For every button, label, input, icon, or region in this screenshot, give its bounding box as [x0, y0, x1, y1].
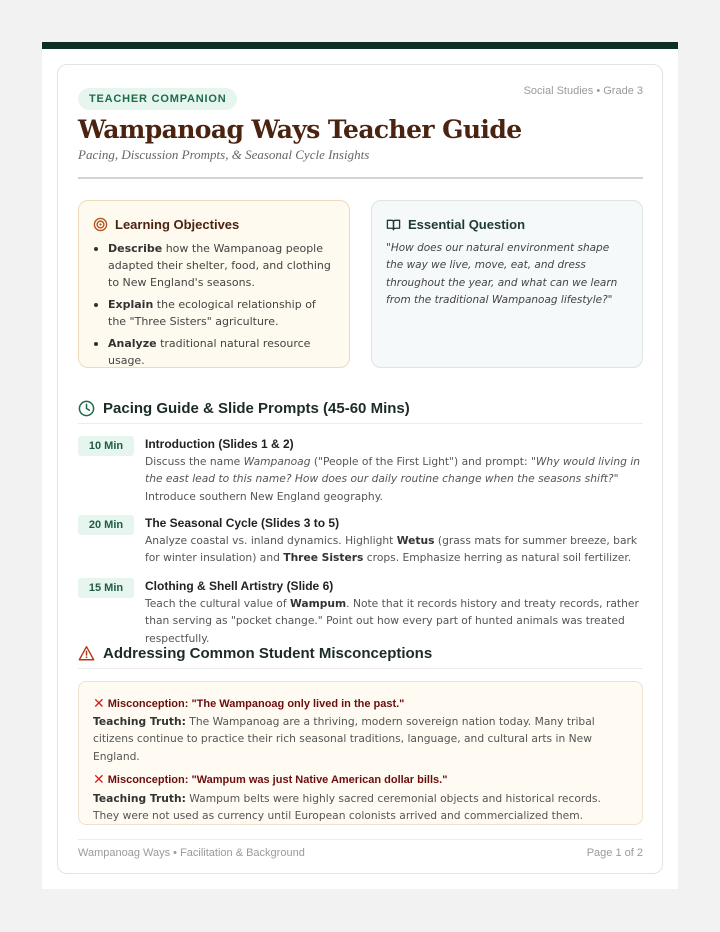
misconception-label: Misconception: "Wampum was just Native American dollar bills." — [107, 774, 448, 787]
time-pill: 10 Min — [78, 436, 134, 456]
time-pill: 15 Min — [78, 578, 134, 598]
learning-objectives-box — [78, 200, 350, 368]
guide-page — [42, 42, 678, 889]
pacing-row-title: Introduction (Slides 1 & 2) — [145, 437, 294, 451]
essential-question-title: Essential Question — [408, 216, 526, 232]
pacing-row-description: Teach the cultural value of Wampum. Note that it records history and treaty records, rather than serving as "pocket change." Point out how every part of hunted animals was treated respectfully. — [145, 597, 639, 645]
pacing-row-description: Analyze coastal vs. inland dynamics. Highlight Wetus (grass mats for summer breeze, bark for winter insulation) and Three Sisters crops. Emphasize herring as natural soil fertilizer. — [145, 534, 638, 565]
pacing-section-title: Pacing Guide & Slide Prompts (45-60 Mins) — [103, 400, 410, 417]
footer-divider — [78, 839, 643, 840]
target-icon — [93, 217, 108, 232]
misconceptions-section-header — [78, 639, 643, 669]
page-title: Wampanoag Ways Teacher Guide — [78, 115, 522, 144]
teaching-truth-text: Teaching Truth: The Wampanoag are a thriving, modern sovereign nation today. Many tribal citizens continue to practice their rich seasonal traditions, language, and cultural arts in New England. — [93, 715, 595, 763]
cross-icon: ✕ — [93, 695, 105, 712]
teaching-truth-text: Teaching Truth: Wampum belts were highly sacred ceremonial objects and historical records. They were not used as currency until European colonists arrived and commercialized them. — [93, 791, 601, 823]
objective-item: Explain the ecological relationship of the "Three Sisters" agriculture. — [93, 296, 335, 330]
book-icon — [386, 217, 401, 232]
page-subtitle: Pacing, Discussion Prompts, & Seasonal Cycle Insights — [78, 147, 370, 162]
pacing-row-title: The Seasonal Cycle (Slides 3 to 5) — [145, 516, 340, 530]
objectives-list — [93, 240, 335, 369]
essential-question-text: "How does our natural environment shape the way we live, move, eat, and dress throughout the year, and what can we learn from the traditional Wampanoag lifestyle?" — [386, 242, 618, 306]
misconception-label: Misconception: "The Wampanoag only lived in the past." — [107, 697, 405, 710]
objective-item: Describe how the Wampanoag people adapted their shelter, food, and clothing to New England's seasons. — [93, 240, 335, 291]
learning-objectives-header — [93, 215, 335, 233]
clock-icon — [78, 400, 95, 417]
footer-document-label: Wampanoag Ways • Facilitation & Background — [78, 847, 305, 859]
pacing-section-header — [78, 394, 643, 424]
page-number: Page 1 of 2 — [586, 847, 643, 859]
misconceptions-section-title: Addressing Common Student Misconceptions — [103, 645, 433, 662]
essential-question-box — [371, 200, 643, 368]
misconception-heading — [93, 772, 628, 789]
learning-objectives-title: Learning Objectives — [115, 216, 240, 232]
pacing-row-description: Discuss the name Wampanoag ("People of the First Light") and prompt: "Why would living in the east lead to this name? How does our daily routine change when the seasons shift?" Introduce southern New England geography. — [145, 455, 641, 503]
guide-card — [57, 64, 663, 874]
misconceptions-box — [78, 681, 643, 825]
pacing-row-body — [145, 515, 643, 567]
pacing-row-body — [145, 578, 643, 647]
subject-grade-label: Social Studies • Grade 3 — [523, 85, 643, 97]
misconception-heading — [93, 695, 628, 712]
header-divider — [78, 177, 643, 179]
objective-item: Analyze traditional natural resource usage. — [93, 335, 335, 369]
misconception-item — [93, 695, 628, 765]
time-pill: 20 Min — [78, 515, 134, 535]
pacing-row-title: Clothing & Shell Artistry (Slide 6) — [145, 579, 334, 593]
cross-icon: ✕ — [93, 772, 105, 789]
teacher-companion-badge: TEACHER COMPANION — [78, 88, 237, 110]
misconception-item — [93, 772, 628, 825]
pacing-row-body — [145, 436, 643, 505]
essential-question-header — [386, 215, 628, 233]
warning-icon — [78, 645, 95, 662]
